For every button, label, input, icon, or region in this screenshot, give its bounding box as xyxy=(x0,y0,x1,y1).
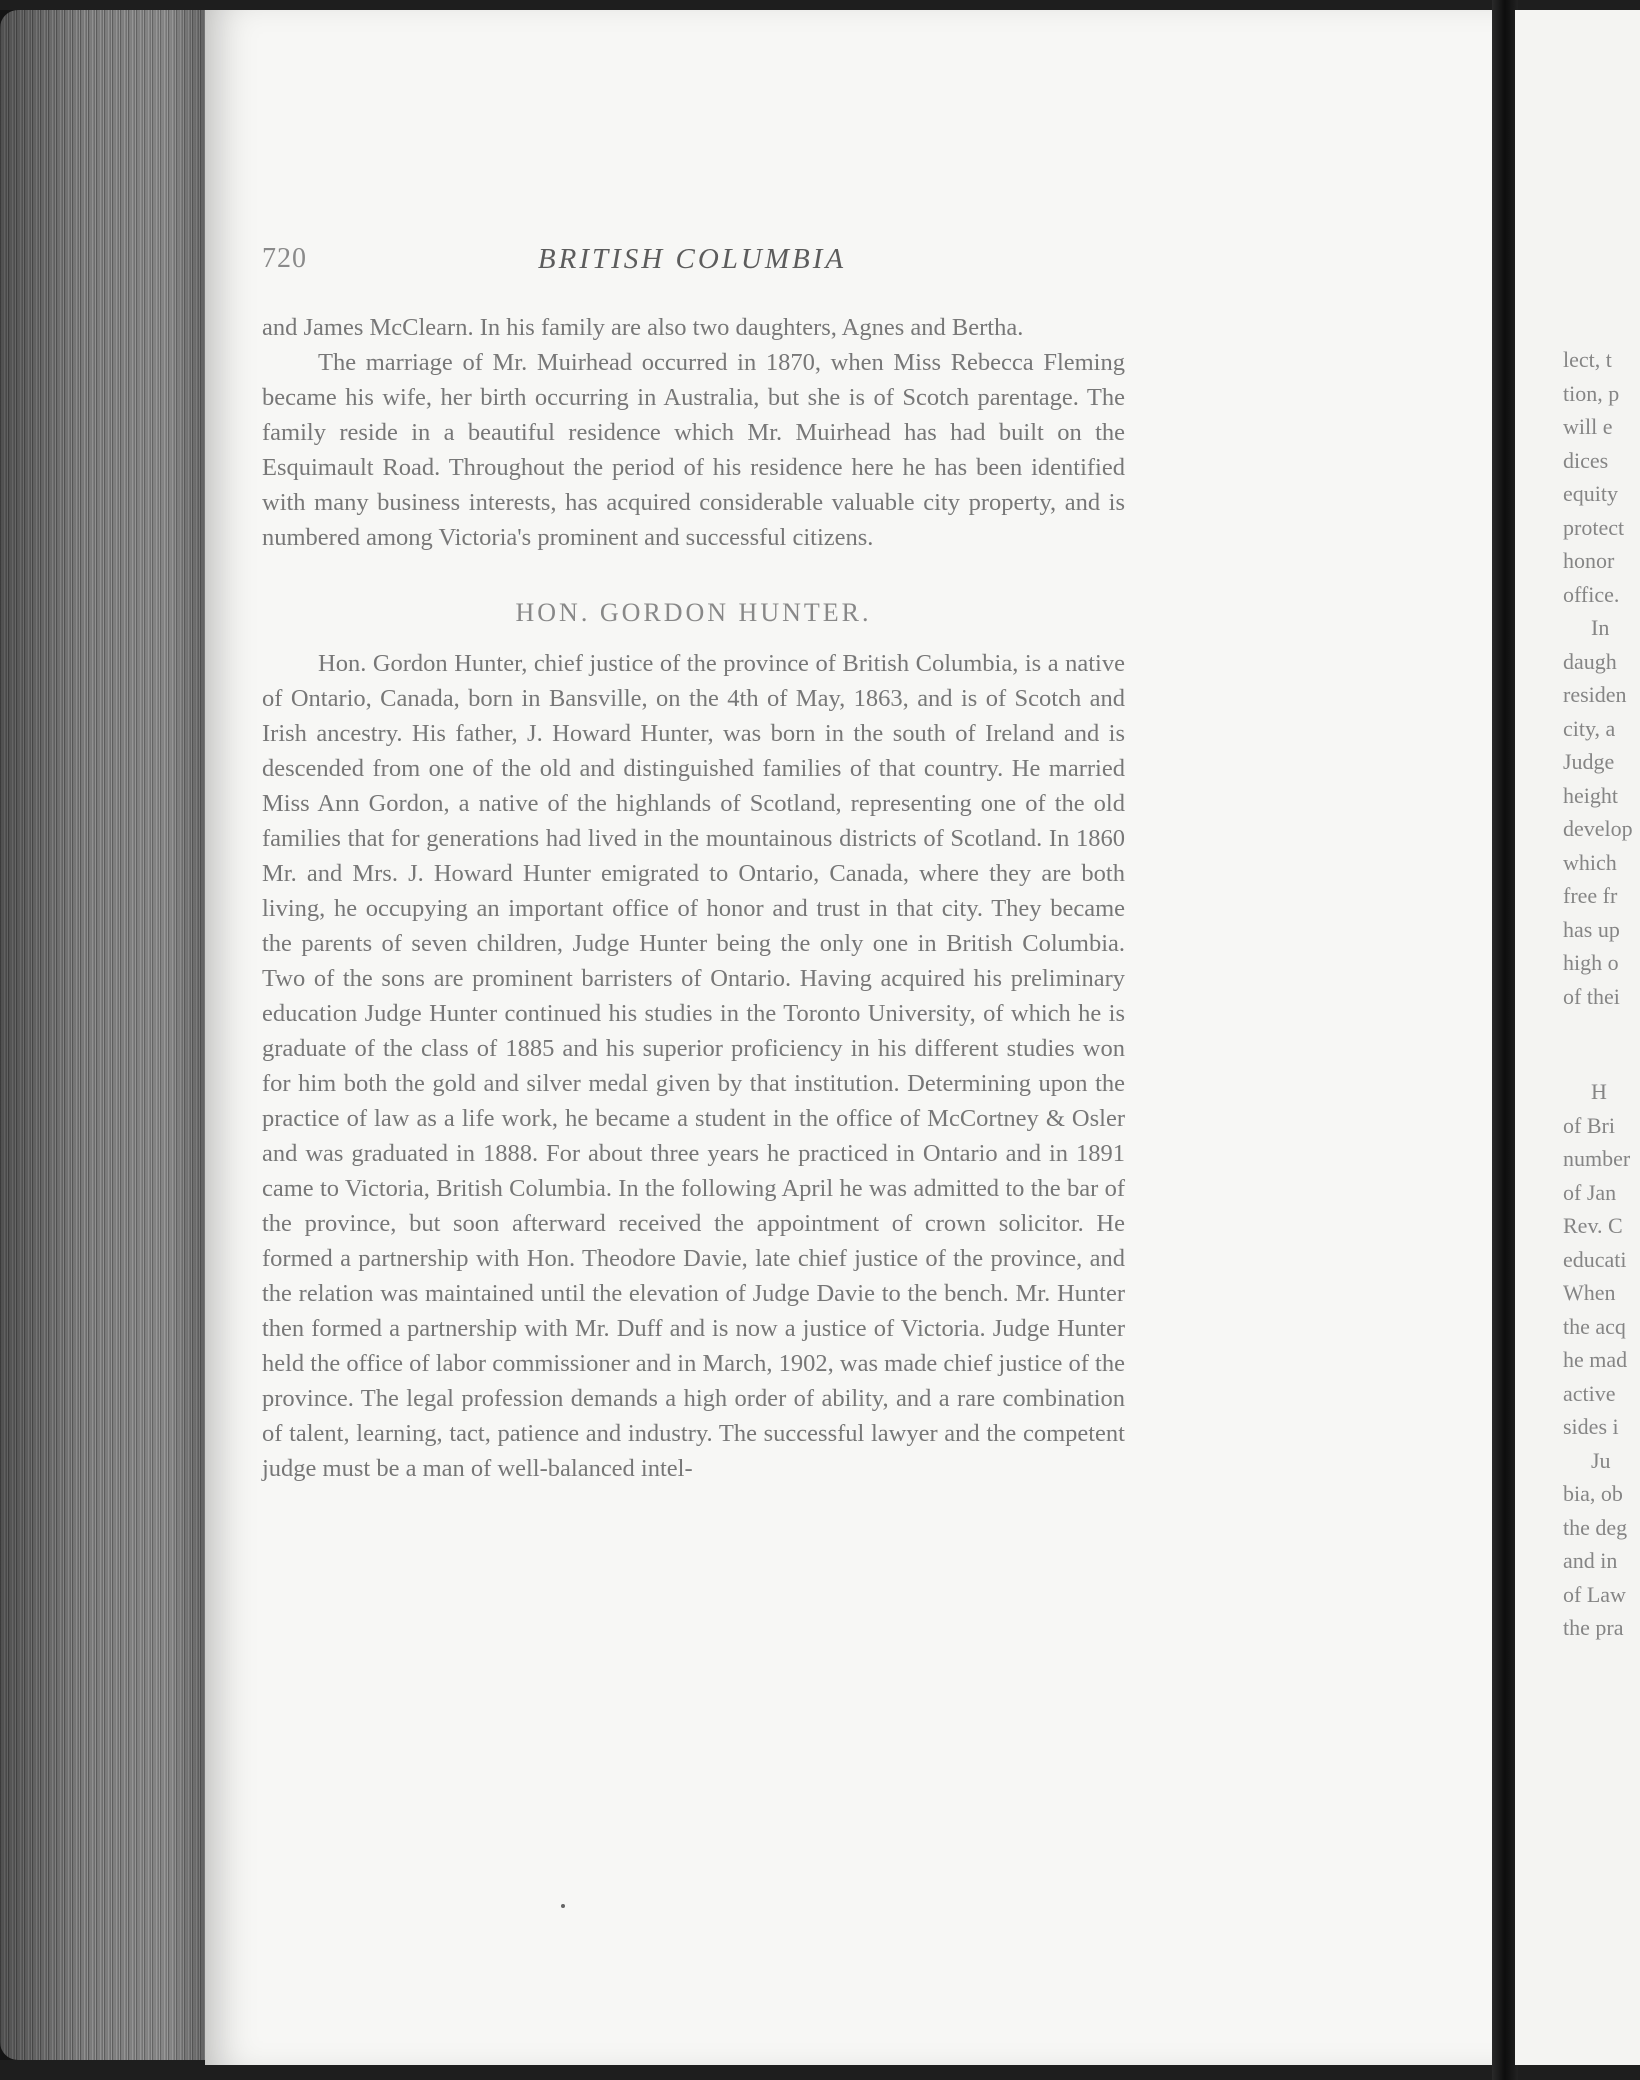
right-line: the pra xyxy=(1563,1615,1624,1640)
right-line: has up xyxy=(1563,916,1620,942)
right-line: of thei xyxy=(1563,983,1620,1009)
ink-speck xyxy=(561,1904,565,1908)
right-line: and in xyxy=(1563,1548,1618,1573)
page-number: 720 xyxy=(262,243,307,274)
right-line: of Jan xyxy=(1563,1179,1617,1205)
right-page-text xyxy=(1563,343,1640,1645)
right-line: protect xyxy=(1563,514,1625,540)
right-line: In xyxy=(1591,615,1610,640)
right-line: the acq xyxy=(1563,1313,1626,1339)
right-line: lect, t xyxy=(1563,347,1612,372)
right-line: will e xyxy=(1563,414,1613,439)
right-line: height xyxy=(1563,782,1618,808)
right-page xyxy=(1515,10,1640,2065)
body-text xyxy=(262,310,1125,1486)
section-title: HON. GORDON HUNTER. xyxy=(515,598,872,627)
right-line: the deg xyxy=(1563,1514,1628,1540)
right-line: number xyxy=(1563,1146,1631,1171)
running-title: BRITISH COLUMBIA xyxy=(537,243,847,275)
right-line: Rev. C xyxy=(1563,1213,1623,1238)
right-line: residen xyxy=(1563,682,1627,707)
right-line: sides i xyxy=(1563,1414,1619,1439)
right-line: Ju xyxy=(1591,1447,1611,1473)
paragraph: and James McClearn. In his family are also two daughters, Agnes and Bertha. xyxy=(262,314,1024,341)
right-line: daugh xyxy=(1563,648,1617,674)
right-line: high o xyxy=(1563,950,1619,975)
right-line: city, a xyxy=(1563,715,1616,741)
right-line: equity xyxy=(1563,481,1618,506)
right-line: Judge xyxy=(1563,749,1615,774)
right-line: tion, p xyxy=(1563,380,1620,406)
right-line: develop xyxy=(1563,816,1633,841)
right-line: educati xyxy=(1563,1246,1627,1272)
right-line: honor xyxy=(1563,548,1615,573)
paragraph: The marriage of Mr. Muirhead occurred in 1870, when Miss Rebecca Fleming became his wife, her birth occurring in Australia, but she is of Scotch parentage. The family reside in a beautiful residence which Mr. Muirhead has had built on the Esquimault Road. Throughout the period of his residence here he has been identified with many business interests, has acquired considerable valuable city property, and is numbered among Victoria's prominent and successful citizens. xyxy=(262,349,1125,551)
right-line: H xyxy=(1591,1079,1607,1104)
book-page-edges xyxy=(0,10,212,2060)
right-line: office. xyxy=(1563,581,1620,607)
right-line: of Bri xyxy=(1563,1112,1615,1138)
right-line: free fr xyxy=(1563,883,1618,908)
right-line: active xyxy=(1563,1380,1616,1406)
right-line: bia, ob xyxy=(1563,1481,1623,1506)
right-line: of Law xyxy=(1563,1581,1626,1607)
paragraph: Hon. Gordon Hunter, chief justice of the province of British Columbia, is a native of Ontario, Canada, born in Bansville, on the 4th of May, 1863, and is of Scotch and Irish ancestry. His father, J. Howard Hunter, was born in the south of Ireland and is descended from one of the old and distinguished families of that country. He married Miss Ann Gordon, a native of the highlands of Scotland, representing one of the old families that for generations had lived in the mountainous districts of Scotland. In 1860 Mr. and Mrs. J. Howard Hunter emigrated to Ontario, Canada, where they are both living, he occupying an important office of honor and trust in that city. They became the parents of seven children, Judge Hunter being the only one in British Columbia. Two of the sons are prominent barristers of Ontario. Having acquired his preliminary education Judge Hunter continued his studies in the Toronto University, of which he is graduate of the class of 1885 and his superior proficiency in his different studies won for him both the gold and silver medal given by that institution. Determining upon the practice of law as a life work, he became a student in the office of McCortney & Osler and was graduated in 1888. For about three years he practiced in Ontario and in 1891 came to Victoria, British Columbia. In the following April he was admitted to the bar of the province, but soon afterward received the appointment of crown solicitor. He formed a partnership with Hon. Theodore Davie, late chief justice of the province, and the relation was maintained until the elevation of Judge Davie to the bench. Mr. Hunter then formed a partnership with Mr. Duff and is now a justice of Victoria. Judge Hunter held the office of labor commissioner and in March, 1902, was made chief justice of the province. The legal profession demands a high order of ability, and a rare combination of talent, learning, tact, patience and industry. The successful lawyer and the competent judge must be a man of well-balanced intel- xyxy=(262,650,1125,1482)
right-gap xyxy=(1563,1013,1640,1075)
page-header xyxy=(262,243,1122,283)
right-line: When xyxy=(1563,1280,1616,1305)
right-line: he mad xyxy=(1563,1347,1628,1372)
right-line: which xyxy=(1563,849,1617,875)
right-line: dices xyxy=(1563,447,1609,473)
